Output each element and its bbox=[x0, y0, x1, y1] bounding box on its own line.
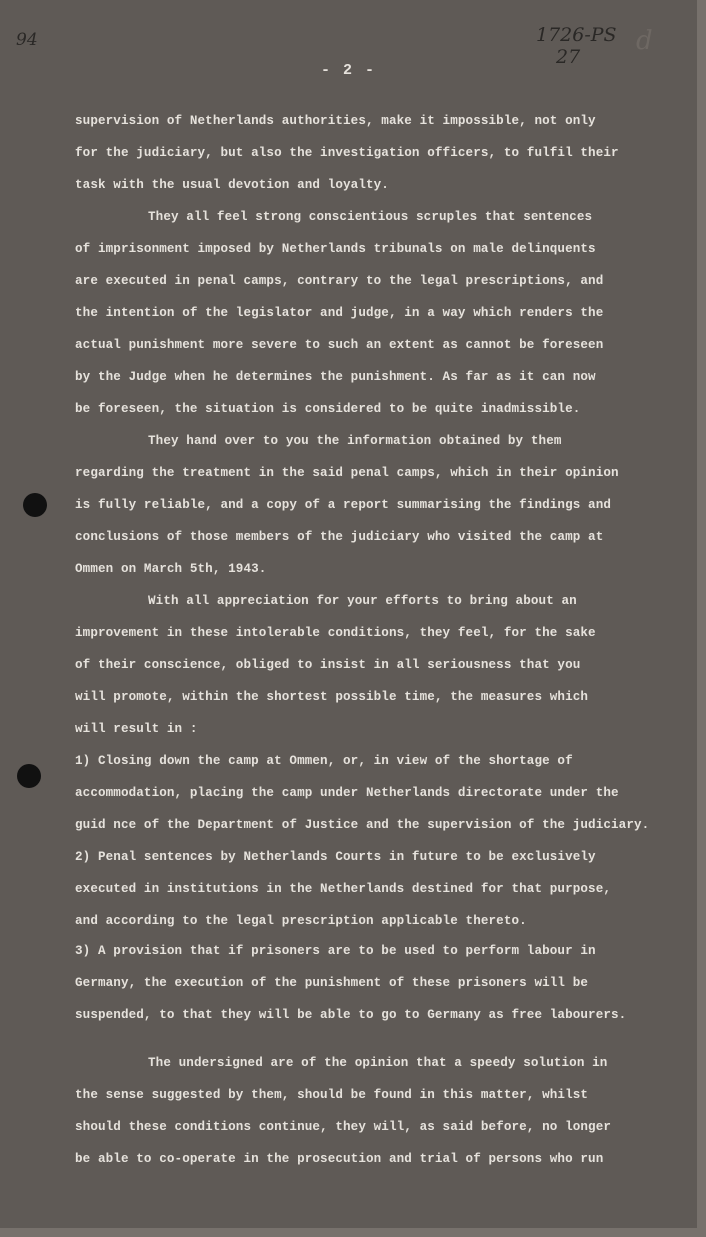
text-line: will promote, within the shortest possible time, the measures which bbox=[75, 690, 589, 704]
text-line: Ommen on March 5th, 1943. bbox=[75, 562, 267, 576]
page-edge-bottom bbox=[0, 1228, 706, 1237]
handwritten-corner-note: 94 bbox=[16, 30, 38, 50]
text-line: 1) Closing down the camp at Ommen, or, in view of the shortage of bbox=[75, 754, 573, 768]
text-line: should these conditions continue, they will, as said before, no longer bbox=[75, 1120, 612, 1134]
handwritten-mark: d bbox=[636, 26, 653, 56]
text-line: 2) Penal sentences by Netherlands Courts in future to be exclusively bbox=[75, 850, 596, 864]
text-line: The undersigned are of the opinion that a speedy solution in bbox=[148, 1056, 608, 1070]
text-line: regarding the treatment in the said penal camps, which in their opinion bbox=[75, 466, 619, 480]
text-line: will result in : bbox=[75, 722, 198, 736]
punch-hole-icon bbox=[17, 764, 41, 788]
text-line: the sense suggested by them, should be found in this matter, whilst bbox=[75, 1088, 589, 1102]
text-line: is fully reliable, and a copy of a report summarising the findings and bbox=[75, 498, 612, 512]
text-line: 3) A provision that if prisoners are to be used to perform labour in bbox=[75, 944, 596, 958]
text-line: conclusions of those members of the judiciary who visited the camp at bbox=[75, 530, 604, 544]
handwritten-code-line: 27 bbox=[556, 46, 581, 68]
text-line: task with the usual devotion and loyalty. bbox=[75, 178, 389, 192]
page-edge-right bbox=[697, 0, 706, 1237]
text-line: be able to co-operate in the prosecution and trial of persons who run bbox=[75, 1152, 604, 1166]
text-line: the intention of the legislator and judge, in a way which renders the bbox=[75, 306, 604, 320]
text-line: improvement in these intolerable conditions, they feel, for the sake bbox=[75, 626, 596, 640]
text-line: accommodation, placing the camp under Netherlands directorate under the bbox=[75, 786, 619, 800]
text-line: They all feel strong conscientious scruples that sentences bbox=[148, 210, 593, 224]
text-line: are executed in penal camps, contrary to the legal prescriptions, and bbox=[75, 274, 604, 288]
text-line: for the judiciary, but also the investigation officers, to fulfil their bbox=[75, 146, 619, 160]
text-line: by the Judge when he determines the punishment. As far as it can now bbox=[75, 370, 596, 384]
handwritten-code-line: 1726-PS bbox=[536, 24, 617, 46]
text-line: suspended, to that they will be able to go to Germany as free labourers. bbox=[75, 1008, 627, 1022]
text-line: of their conscience, obliged to insist in all seriousness that you bbox=[75, 658, 581, 672]
punch-hole-icon bbox=[23, 493, 47, 517]
text-line: and according to the legal prescription applicable thereto. bbox=[75, 914, 527, 928]
page-number: - 2 - bbox=[320, 62, 376, 79]
text-line: be foreseen, the situation is considered to be quite inadmissible. bbox=[75, 402, 581, 416]
text-line: They hand over to you the information obtained by them bbox=[148, 434, 562, 448]
text-line: executed in institutions in the Netherlands destined for that purpose, bbox=[75, 882, 612, 896]
text-line: of imprisonment imposed by Netherlands tribunals on male delinquents bbox=[75, 242, 596, 256]
text-line: Germany, the execution of the punishment of these prisoners will be bbox=[75, 976, 589, 990]
text-line: guid nce of the Department of Justice and the supervision of the judiciary. bbox=[75, 818, 650, 832]
text-line: With all appreciation for your efforts to bring about an bbox=[148, 594, 577, 608]
text-line: actual punishment more severe to such an extent as cannot be foreseen bbox=[75, 338, 604, 352]
text-line: supervision of Netherlands authorities, make it impossible, not only bbox=[75, 114, 596, 128]
